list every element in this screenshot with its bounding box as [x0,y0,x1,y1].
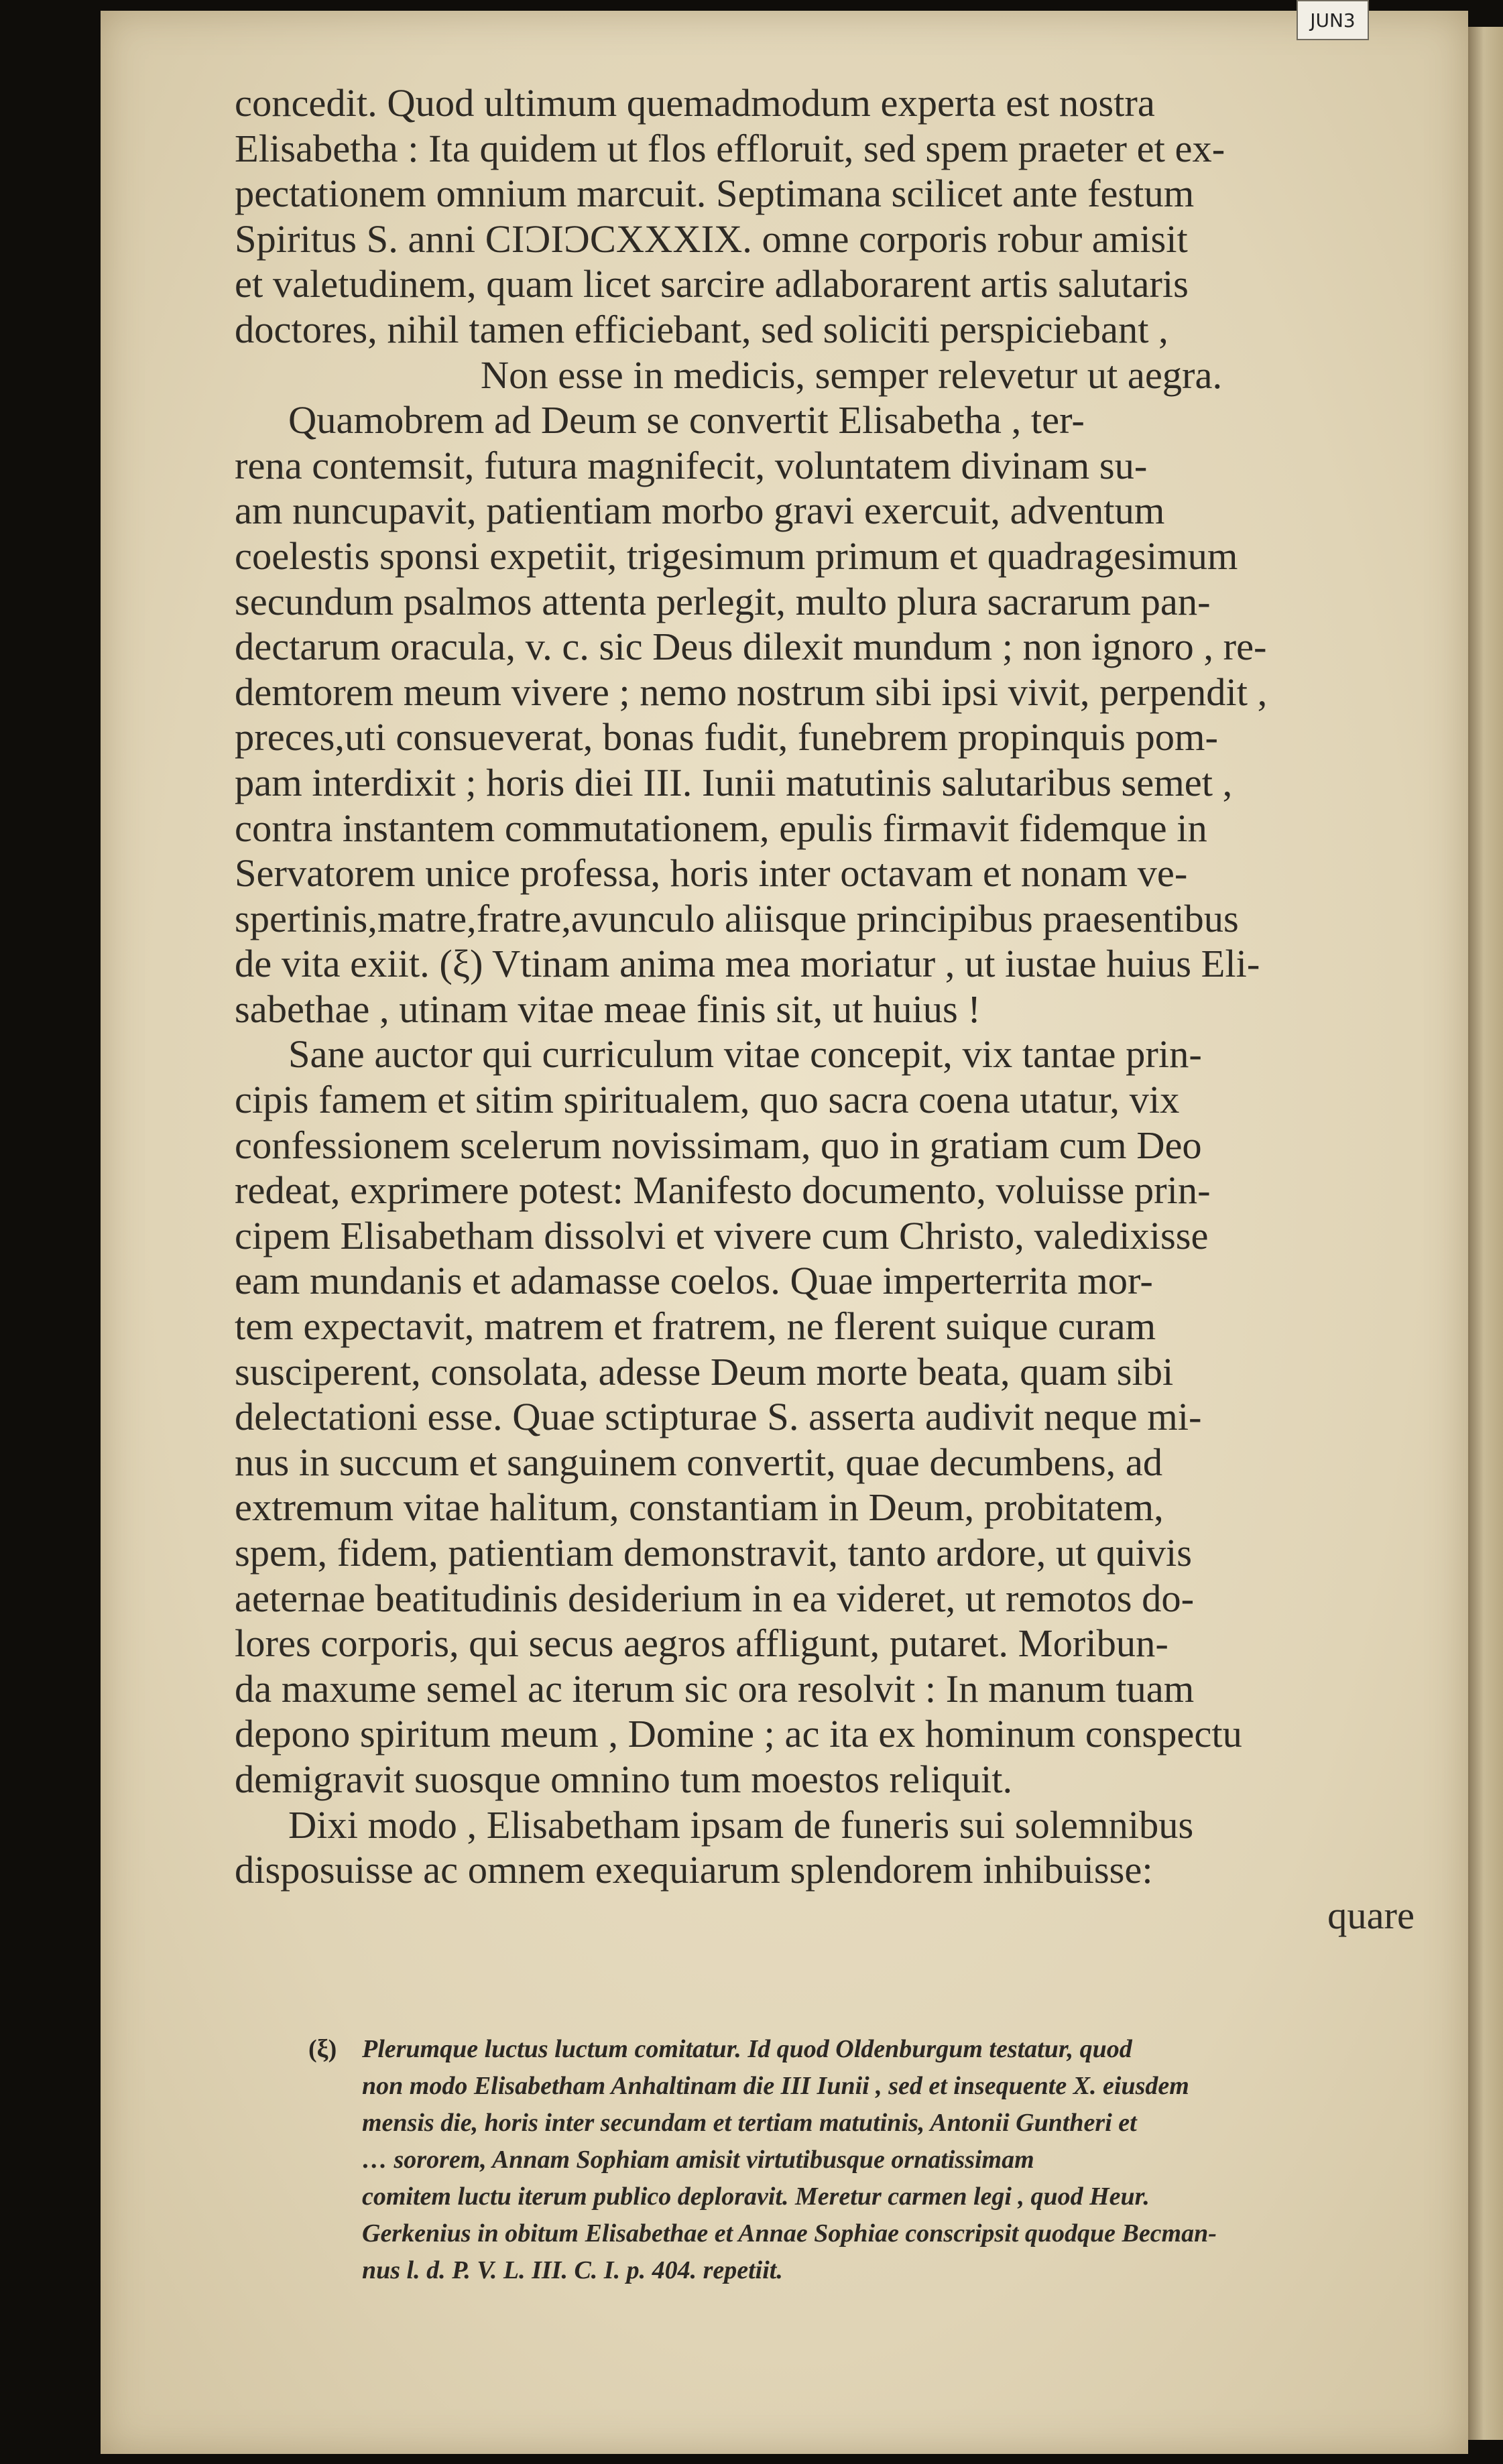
adjacent-page-edge [1468,27,1503,2440]
text-line: lores corporis, qui secus aegros affligunt, putaret. Moribun- [235,1621,1168,1666]
text-line: eam mundanis et adamasse coelos. Quae imperterrita mor- [235,1259,1153,1303]
text-line: pectationem omnium marcuit. Septimana scilicet ante festum [235,172,1195,216]
text-line: cipem Elisabetham dissolvi et vivere cum Christo, valedixisse [235,1213,1209,1257]
text-line: pam interdixit ; horis diei III. Iunii matutinis salutaribus semet , [235,760,1233,804]
footnote-line: … sororem, Annam Sophiam amisit virtutibusque ornatissimam [362,2146,1034,2174]
text-line: doctores, nihil tamen efficiebant, sed soliciti perspiciebant , [235,307,1168,351]
paragraph-2 [235,397,1428,1032]
text-line: confessionem scelerum novissimam, quo in gratiam cum Deo [235,1123,1202,1167]
text-line: secundum psalmos attenta perlegit, multo plura sacrarum pan- [235,579,1211,623]
paragraph-4 [235,1802,1428,1893]
verse-line: Non esse in medicis, semper relevetur ut aegra. [480,353,1223,397]
text-line: de vita exiit. (ξ) Vtinam anima mea moriatur , ut iustae huius Eli- [235,942,1260,986]
text-line: concedit. Quod ultimum quemadmodum experta est nostra [235,81,1155,125]
text-line: spertinis,matre,fratre,avunculo aliisque principibus praesentibus [235,896,1239,940]
catchword: quare [1327,1893,1415,1937]
text-line: et valetudinem, quam licet sarcire adlaborarent artis salutaris [235,262,1189,306]
paragraph-3 [235,1032,1428,1802]
text-line: nus in succum et sanguinem convertit, quae decumbens, ad [235,1440,1163,1484]
main-text [235,80,1428,1938]
text-line: tem expectavit, matrem et fratrem, ne flerent suique curam [235,1304,1156,1349]
text-line: aeternae beatitudinis desiderium in ea videret, ut remotos do- [235,1576,1195,1620]
text-line: Quamobrem ad Deum se convertit Elisabetha , ter- [288,398,1085,442]
text-line: rena contemsit, futura magnifecit, voluntatem divinam su- [235,443,1148,487]
text-line: disposuisse ac omnem exequiarum splendorem inhibuisse: [235,1848,1153,1892]
footnote-line: Gerkenius in obitum Elisabethae et Annae Sophiae conscripsit quodque Becman- [362,2219,1217,2247]
footnote-line: mensis die, horis inter secundam et tertiam matutinis, Antonii Guntheri et [362,2109,1137,2137]
text-line: Servatorem unice professa, horis inter octavam et nonam ve- [235,851,1188,896]
text-line: extremum vitae halitum, constantiam in Deum, probitatem, [235,1485,1164,1530]
footnote-line: comitem luctu iterum publico deploravit. Meretur carmen legi , quod Heur. [362,2182,1150,2211]
text-line: demtorem meum vivere ; nemo nostrum sibi ipsi vivit, perpendit , [235,670,1268,714]
text-line: am nuncupavit, patientiam morbo gravi exercuit, adventum [235,489,1165,533]
corner-label: JUN3 [1297,0,1369,40]
text-line: susciperent, consolata, adesse Deum morte beata, quam sibi [235,1349,1174,1394]
footnote-mark: (ξ) [308,2035,337,2063]
text-line: Dixi modo , Elisabetham ipsam de funeris sui solemnibus [288,1802,1194,1847]
footnote [308,2031,1374,2289]
paragraph-1 [235,80,1428,353]
text-line: contra instantem commutationem, epulis firmavit fidemque in [235,806,1207,850]
text-line: da maxume semel ac iterum sic ora resolvit : In manum tuam [235,1666,1195,1711]
text-line: Elisabetha : Ita quidem ut flos effloruit, sed spem praeter et ex- [235,126,1225,170]
text-line: coelestis sponsi expetiit, trigesimum primum et quadragesimum [235,534,1238,578]
footnote-line: Plerumque luctus luctum comitatur. Id quod Oldenburgum testatur, quod [362,2035,1132,2063]
text-line: dectarum oracula, v. c. sic Deus dilexit mundum ; non ignoro , re- [235,625,1267,669]
text-line: depono spiritum meum , Domine ; ac ita ex hominum conspectu [235,1712,1242,1756]
text-line: demigravit suosque omnino tum moestos reliquit. [235,1757,1013,1801]
text-line: cipis famem et sitim spiritualem, quo sacra coena utatur, vix [235,1078,1180,1122]
text-line: Spiritus S. anni CIƆIƆCXXXIX. omne corporis robur amisit [235,217,1188,261]
text-line: preces,uti consueverat, bonas fudit, funebrem propinquis pom- [235,715,1218,759]
text-line: spem, fidem, patientiam demonstravit, tanto ardore, ut quivis [235,1531,1193,1575]
text-line: redeat, exprimere potest: Manifesto documento, voluisse prin- [235,1168,1211,1213]
footnote-line: nus l. d. P. V. L. III. C. I. p. 404. repetiit. [362,2256,783,2284]
text-line: delectationi esse. Quae sctipturae S. asserta audivit neque mi- [235,1395,1202,1439]
text-line: Sane auctor qui curriculum vitae concepit, vix tantae prin- [288,1032,1202,1076]
footnote-line: non modo Elisabetham Anhaltinam die III Iunii , sed et insequente X. eiusdem [362,2072,1189,2100]
text-line: sabethae , utinam vitae meae finis sit, ut huius ! [235,987,981,1031]
